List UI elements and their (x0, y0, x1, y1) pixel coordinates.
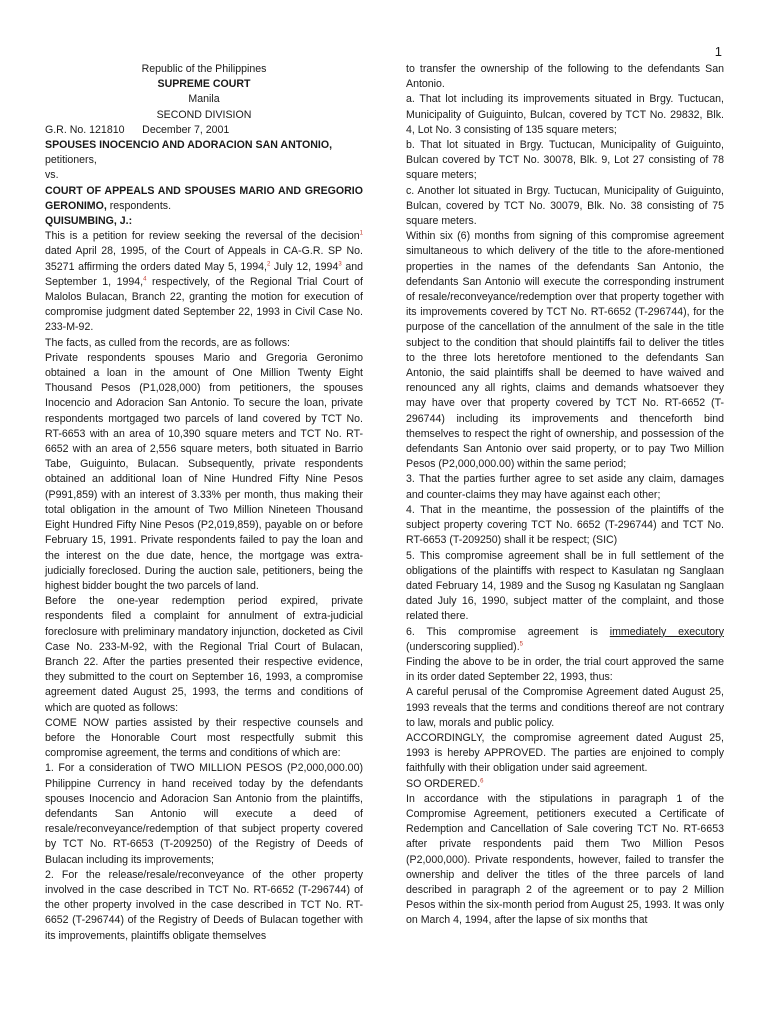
text-run: July 12, 1994 (270, 260, 339, 273)
footnote-mark[interactable]: 6 (480, 778, 484, 785)
paragraph: Within six (6) months from signing of this compromise agreement simultaneous to which delivery of the title to the afore-mentioned properties in the names of the defendants San Antonio, the defendants San Antonio will execute the corresponding instrument of resale/reconveyance/redemption over that property together with its improvements covered by TCT No. RT-6652 (T-296744), for the purpose of the cancellation of the annulment of the sale in the title subject to the condition that should plaintiffs fail to deliver the titles to the three lots heretofore mentioned to the defendants San Antonio, the said plaintiffs shall be deemed to have waived and renounced any all rights, claims and demands whatsoever they may have over that property covered by TCT No. RT-6652 (T-296744) including its improvements and thenceforth bind themselves to respect the right of ownership, and possession of the defendants San Antonio over said property, or to pay Two Million Pesos (P2,000,000.00) within the same period; (406, 230, 724, 471)
petitioners-label: petitioners, (45, 154, 97, 167)
footnote-mark[interactable]: 1 (359, 230, 363, 237)
ponente: QUISUMBING, J.: (45, 215, 133, 228)
paragraph: Private respondents spouses Mario and Gregoria Geronimo obtained a loan in the amount of One Million Twenty Eight Thousand Pesos (P1,028,000) from petitioners, the spouses Inocencio and Adoracion San Antonio. To secure the loan, private respondents mortgaged two parcels of land covered by TCT No. RT-6653 with an area of 10,390 square meters and TCT No. RT-6652 with an area of 2,556 square meters, both situated in Barrio Tabe, Guiguinto, Bulacan. Subsequently, private respondents obtained an additional loan of Nine Hundred Fifty Nine Pesos (P991,859) with an interest of 3.33% per month, thus making their total obligation in the amount of Two Million Nineteen Thousand Eight Hundred Fifty Nine Pesos (P2,019,859), payable on or before February 15, 1991. Private respondents failed to pay the loan and the interest on the due date, hence, the mortgage was extra-judicially foreclosed. During the auction sale, petitioners, being the highest bidder bought the two parcels of land. (45, 351, 363, 592)
paragraph: 3. That the parties further agree to set aside any claim, damages and counter-claims they may have against each other; (406, 473, 724, 501)
right-column (406, 62, 724, 929)
text-run: SO ORDERED. (406, 777, 481, 790)
paragraph: 5. This compromise agreement shall be in full settlement of the obligations of the plaintiffs with respect to Kasulatan ng Sanglaan dated February 14, 1989 and the Susog ng Kasulatan ng Sanglaan dated July 16, 1990, subject matter of the complaint, and those related there. (406, 549, 724, 623)
decision-date: December 7, 2001 (142, 123, 230, 136)
footnote-mark[interactable]: 5 (519, 641, 523, 648)
respondents-label: respondents. (106, 199, 172, 212)
paragraph: a. That lot including its improvements situated in Brgy. Tuctucan, Municipality of Guiguinto, Bulcan, covered by TCT No. 29832, Blk. 4, Lot No. 3 consisting of 135 square meters; (406, 93, 724, 136)
paragraph (406, 625, 724, 655)
versus: vs. (45, 169, 59, 182)
footnote-mark[interactable]: 4 (143, 276, 147, 283)
footnote-mark[interactable]: 2 (266, 261, 271, 268)
text-run: This is a petition for review seeking the reversal of the decision (45, 230, 360, 243)
paragraph: The facts, as culled from the records, are as follows: (45, 336, 290, 349)
header-city: Manila (188, 93, 220, 106)
paragraph: Before the one-year redemption period expired, private respondents filed a complaint for annulment of extra-judicial foreclosure with preliminary mandatory injunction, docketed as Civil Case No. 233-M-92, with the Regional Trial Court of Bulacan, Branch 22. After the parties presented their respective evidence, they submitted to the court on September 16, 1993, a compromise agreement dated August 25, 1993, the terms and conditions of which are quoted as follows: (45, 595, 363, 714)
paragraph: 4. That in the meantime, the possession of the plaintiffs of the subject property covering TCT No. 6652 (T-296744) and TCT No. RT-6653 (T-209250) shall it be respect; (SIC) (406, 503, 724, 547)
underlined-text: immediately executory (609, 625, 724, 638)
text-run: 6. This compromise agreement is (406, 625, 610, 638)
paragraph: In accordance with the stipulations in paragraph 1 of the Compromise Agreement, petitioners executed a Certificate of Redemption and Cancellation of Sale covering TCT No. RT-6653 after private respondents paid them Two Million Pesos (P2,000,000). Private respondents, however, failed to transfer the ownership and deliver the titles of the three parcels of land described in paragraph 2 of the agreement or to pay 2 Million Pesos within the six-month period from August 25, 1993. It was only on March 4, 1994, after the lapse of six months that (406, 792, 724, 927)
header-division: SECOND DIVISION (156, 108, 252, 121)
paragraph: 1. For a consideration of TWO MILLION PESOS (P2,000,000.00) Philippine Currency in hand received today by the defendants spouses Inocencio and Adoracion San Antonio from the plaintiffs, defendants San Antonio will execute a deed of resale/reconveyance/redemption of that subject property covered by TCT No. RT-6653 (T-209250) of the Registry of Deeds of Bulacan including its improvements; (45, 762, 363, 866)
text-run: (underscoring supplied). (406, 640, 520, 653)
paragraph (406, 777, 724, 792)
respondents-line (45, 184, 363, 214)
footnote-mark[interactable]: 3 (338, 261, 342, 268)
header-court: SUPREME COURT (157, 78, 251, 91)
paragraph: c. Another lot situated in Brgy. Tuctucan, Municipality of Guiguinto, Bulcan, covered by TCT No. 30079, Blk. No. 38 consisting of 75 square meters. (406, 184, 724, 228)
paragraph: ACCORDINGLY, the compromise agreement dated August 25, 1993 is hereby APPROVED. The parties are enjoined to comply faithfully with their obligation under said agreement. (406, 731, 724, 775)
page-number: 1 (714, 44, 722, 59)
petitioners-name: SPOUSES INOCENCIO AND ADORACION SAN ANTONIO, (45, 139, 333, 152)
paragraph: Finding the above to be in order, the trial court approved the same in its order dated September 22, 1993, thus: (406, 655, 724, 684)
paragraph: b. That lot situated in Brgy. Tuctucan, Municipality of Guiguinto, Bulcan covered by TCT No. 30078, Blk. 9, Lot 27 consisting of 78 square meters; (406, 139, 724, 182)
paragraph: COME NOW parties assisted by their respective counsels and before the Honorable Court most respectfully submit this compromise agreement, the terms and conditions of which are: (45, 716, 363, 760)
gr-number: G.R. No. 121810 (45, 123, 125, 136)
case-number-line (45, 123, 363, 138)
paragraph: A careful perusal of the Compromise Agreement dated August 25, 1993 reveals that the terms and conditions thereof are not contrary to law, morals and public policy. (406, 686, 724, 729)
paragraph-intro (45, 229, 363, 335)
respondents-name: COURT OF APPEALS AND SPOUSES MARIO AND GREGORIO GERONIMO, (45, 184, 363, 212)
paragraph: to transfer the ownership of the following to the defendants San Antonio. (406, 63, 724, 91)
header-republic: Republic of the Philippines (141, 63, 267, 75)
left-column (45, 62, 363, 944)
text-run: dated April 28, 1995, of the Court of Appeals in CA-G.R. SP No. 35271 affirming the orders dated May 5, 1994, (45, 245, 363, 273)
text-run: respectively, of the Regional Trial Court of Malolos Bulacan, Branch 22, granting the motion for execution of compromise judgment dated September 22, 1993 in Civil Case No. 233-M-92. (45, 275, 363, 334)
paragraph: 2. For the release/resale/reconveyance of the other property involved in the case described in TCT No. RT-6652 (T-296744) of the other property involved in the case described in TCT No. RT-6652 (T-296744) of the Registry of Deeds of Bulacan together with its improvements, plaintiffs obligate themselves (45, 868, 363, 942)
text-run: and September 1, 1994, (45, 260, 363, 288)
